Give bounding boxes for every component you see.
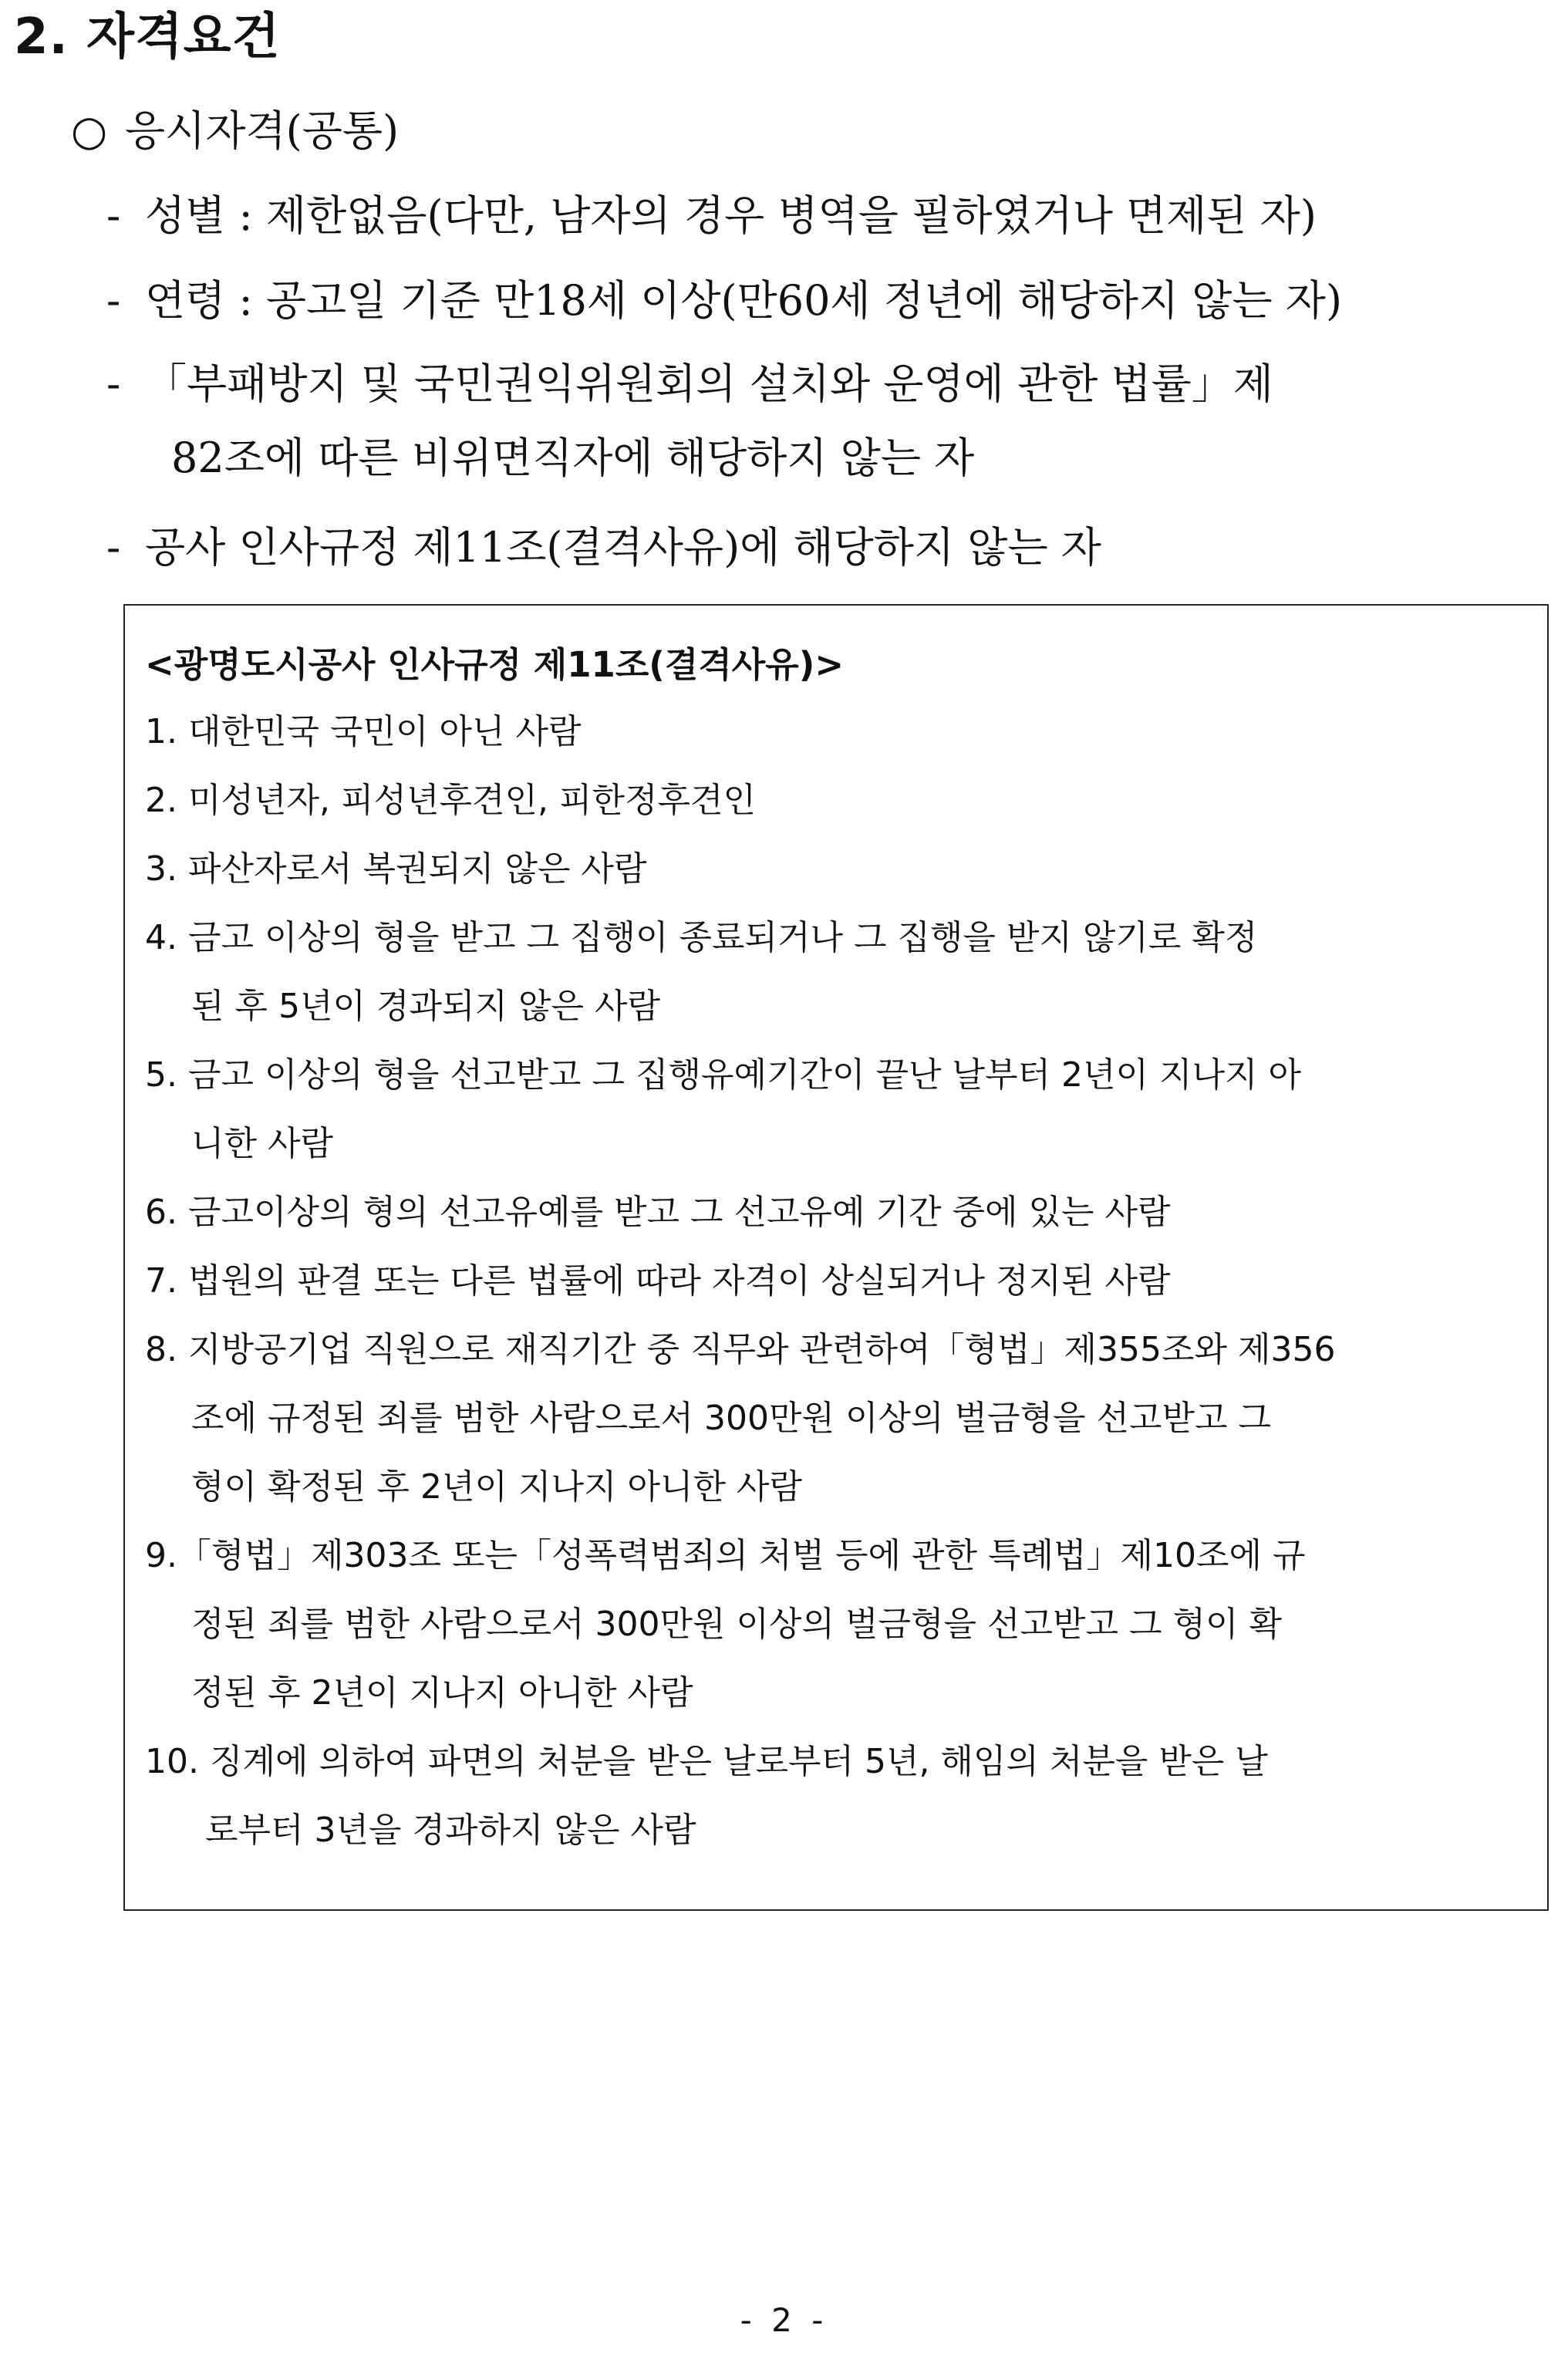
rule-box-title: <광명도시공사 인사규정 제11조(결격사유)> xyxy=(145,644,845,685)
rule-item-continuation: 정된 죄를 범한 사람으로서 300만원 이상의 벌금형을 선고받고 그 형이 확 xyxy=(191,1605,1282,1644)
section-title: 2. 자격요건 xyxy=(14,8,281,66)
page-number: - 2 - xyxy=(740,2301,828,2339)
dash-bullet: - xyxy=(106,359,121,408)
eligibility-heading xyxy=(71,106,399,157)
rule-item-continuation: 조에 규정된 죄를 범한 사람으로서 300만원 이상의 벌금형을 선고받고 그 xyxy=(191,1399,1271,1438)
dash-bullet: - xyxy=(106,523,121,572)
requirement-gender xyxy=(106,191,1317,241)
rule-item: 5. 금고 이상의 형을 선고받고 그 집행유예기간이 끝난 날부터 2년이 지나지 아 xyxy=(145,1055,1301,1095)
rule-item-continuation: 정된 후 2년이 지나지 아니한 사람 xyxy=(191,1673,693,1713)
rule-item-continuation: 된 후 5년이 경과되지 않은 사람 xyxy=(191,987,660,1026)
requirement-disqualification xyxy=(106,523,1101,573)
dash-bullet: - xyxy=(106,276,121,325)
requirement-text: 연령 : 공고일 기준 만18세 이상(만60세 정년에 해당하지 않는 자) xyxy=(145,276,1343,325)
rule-item: 2. 미성년자, 피성년후견인, 피한정후견인 xyxy=(145,781,756,820)
rule-item: 9.「형법」제303조 또는「성폭력범죄의 처벌 등에 관한 특례법」제10조에 규 xyxy=(145,1536,1306,1575)
rule-item-continuation: 니한 사람 xyxy=(191,1124,334,1163)
requirement-text: 성별 : 제한없음(다만, 남자의 경우 병역을 필하였거나 면제된 자) xyxy=(145,191,1317,240)
requirement-anticorruption xyxy=(106,359,1273,410)
requirement-text: 「부패방지 및 국민권익위원회의 설치와 운영에 관한 법률」제 xyxy=(145,359,1273,408)
requirement-age xyxy=(106,276,1342,326)
eligibility-heading-text: 응시자격(공통) xyxy=(125,106,400,155)
circle-bullet-icon: ○ xyxy=(71,106,108,155)
rule-item: 1. 대한민국 국민이 아닌 사람 xyxy=(145,712,582,751)
rule-item: 4. 금고 이상의 형을 받고 그 집행이 종료되거나 그 집행을 받지 않기로 확정 xyxy=(145,918,1258,957)
rule-item: 6. 금고이상의 형의 선고유예를 받고 그 선고유예 기간 중에 있는 사람 xyxy=(145,1193,1171,1232)
rule-item: 3. 파산자로서 복권되지 않은 사람 xyxy=(145,849,647,889)
rule-item: 8. 지방공기업 직원으로 재직기간 중 직무와 관련하여「형법」제355조와 제356 xyxy=(145,1330,1336,1369)
dash-bullet: - xyxy=(106,191,121,240)
rule-item-continuation: 형이 확정된 후 2년이 지나지 아니한 사람 xyxy=(191,1467,802,1507)
requirement-text: 공사 인사규정 제11조(결격사유)에 해당하지 않는 자 xyxy=(145,523,1101,572)
rule-item: 7. 법원의 판결 또는 다른 법률에 따라 자격이 상실되거나 정지된 사람 xyxy=(145,1261,1171,1301)
disqualification-rules-box xyxy=(123,604,1549,1911)
requirement-anticorruption-continuation: 82조에 따른 비위면직자에 해당하지 않는 자 xyxy=(171,434,975,482)
rule-item: 10. 징계에 의하여 파면의 처분을 받은 날로부터 5년, 해임의 처분을 받은 날 xyxy=(145,1742,1268,1781)
rule-item-continuation: 로부터 3년을 경과하지 않은 사람 xyxy=(205,1811,696,1850)
